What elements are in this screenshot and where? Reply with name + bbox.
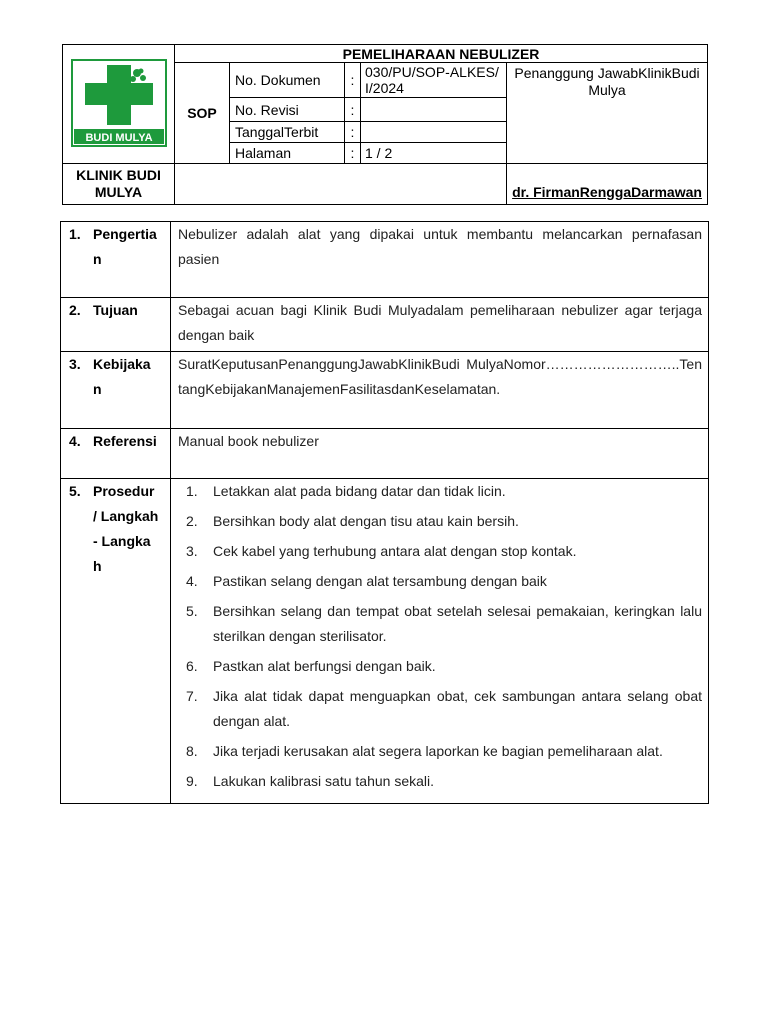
field-key: TanggalTerbit <box>230 122 345 143</box>
section-text: Sebagai acuan bagi Klinik Budi Mulyadalam pemeliharaan nebulizer agar terjaga dengan baik <box>171 298 709 352</box>
procedure-step <box>186 769 702 794</box>
section-label: Kebijakan <box>93 356 151 397</box>
section-text: SuratKeputusanPenanggungJawabKlinikBudi MulyaNomor………………………..TentangKebijakanManajemenFasilitasdanKeselamatan. <box>171 352 709 429</box>
document-title: PEMELIHARAAN NEBULIZER <box>175 45 708 63</box>
section-number: 4. <box>69 433 81 449</box>
section-label: Referensi <box>93 433 157 449</box>
procedure-step <box>186 654 702 679</box>
section-row <box>61 298 709 352</box>
section-number: 1. <box>69 226 81 242</box>
sop-content-table <box>60 221 709 804</box>
procedure-step <box>186 739 702 764</box>
section-text: Nebulizer adalah alat yang dipakai untuk membantu melancarkan pernafasan pasien <box>171 222 709 298</box>
field-key: Halaman <box>230 143 345 164</box>
sop-header-table <box>62 44 708 205</box>
step-number: 3. <box>186 543 198 559</box>
section-row <box>61 222 709 298</box>
step-text: Letakkan alat pada bidang datar dan tidak licin. <box>213 483 506 499</box>
step-number: 8. <box>186 743 198 759</box>
section-number: 3. <box>69 356 81 372</box>
section-label: Tujuan <box>93 302 138 318</box>
procedure-step <box>186 509 702 534</box>
procedure-step <box>186 684 702 734</box>
section-number: 5. <box>69 483 81 499</box>
step-text: Lakukan kalibrasi satu tahun sekali. <box>213 773 435 789</box>
clinic-logo-cell <box>63 45 175 164</box>
procedure-steps-list <box>178 479 702 794</box>
field-sep: : <box>345 98 361 122</box>
responsible-title: Penanggung JawabKlinikBudi Mulya <box>507 63 708 164</box>
issue-date <box>361 122 507 143</box>
sop-label: SOP <box>175 63 230 164</box>
budi-mulya-logo <box>71 59 167 147</box>
step-number: 1. <box>186 483 198 499</box>
section-label: Prosedur / Langkah - Langkah <box>93 483 159 574</box>
step-number: 9. <box>186 773 198 789</box>
clinic-name: KLINIK BUDI MULYA <box>63 164 175 205</box>
field-key: No. Revisi <box>230 98 345 122</box>
procedure-step <box>186 539 702 564</box>
step-text: Pastikan selang dengan alat tersambung dengan baik <box>213 573 547 589</box>
step-text: Cek kabel yang terhubung antara alat dengan stop kontak. <box>213 543 577 559</box>
section-row <box>61 479 709 804</box>
field-key: No. Dokumen <box>230 63 345 98</box>
revision-number <box>361 98 507 122</box>
section-text: Manual book nebulizer <box>171 429 709 479</box>
field-sep: : <box>345 143 361 164</box>
section-number: 2. <box>69 302 81 318</box>
step-text: Pastkan alat berfungsi dengan baik. <box>213 658 436 674</box>
procedure-step <box>186 479 702 504</box>
step-text: Bersihkan selang dan tempat obat setelah selesai pemakaian, keringkan lalu sterilkan dengan sterilisator. <box>213 603 702 644</box>
document-number: 030/PU/SOP-ALKES/ I/2024 <box>361 63 507 98</box>
logo-text: BUDI MULYA <box>84 131 153 144</box>
step-number: 5. <box>186 603 198 619</box>
section-label: Pengertian <box>93 226 157 267</box>
blank-cell <box>175 164 507 205</box>
field-sep: : <box>345 122 361 143</box>
step-text: Jika terjadi kerusakan alat segera laporkan ke bagian pemeliharaan alat. <box>213 743 663 759</box>
signatory-name: dr. FirmanRenggaDarmawan <box>507 164 708 205</box>
step-number: 2. <box>186 513 198 529</box>
step-number: 7. <box>186 688 198 704</box>
procedure-step <box>186 599 702 649</box>
step-text: Bersihkan body alat dengan tisu atau kain bersih. <box>213 513 519 529</box>
step-number: 6. <box>186 658 198 674</box>
page-number: 1 / 2 <box>361 143 507 164</box>
field-sep: : <box>345 63 361 98</box>
step-text: Jika alat tidak dapat menguapkan obat, cek sambungan antara selang obat dengan alat. <box>213 688 702 729</box>
section-row <box>61 429 709 479</box>
section-row <box>61 352 709 429</box>
step-number: 4. <box>186 573 198 589</box>
procedure-step <box>186 569 702 594</box>
